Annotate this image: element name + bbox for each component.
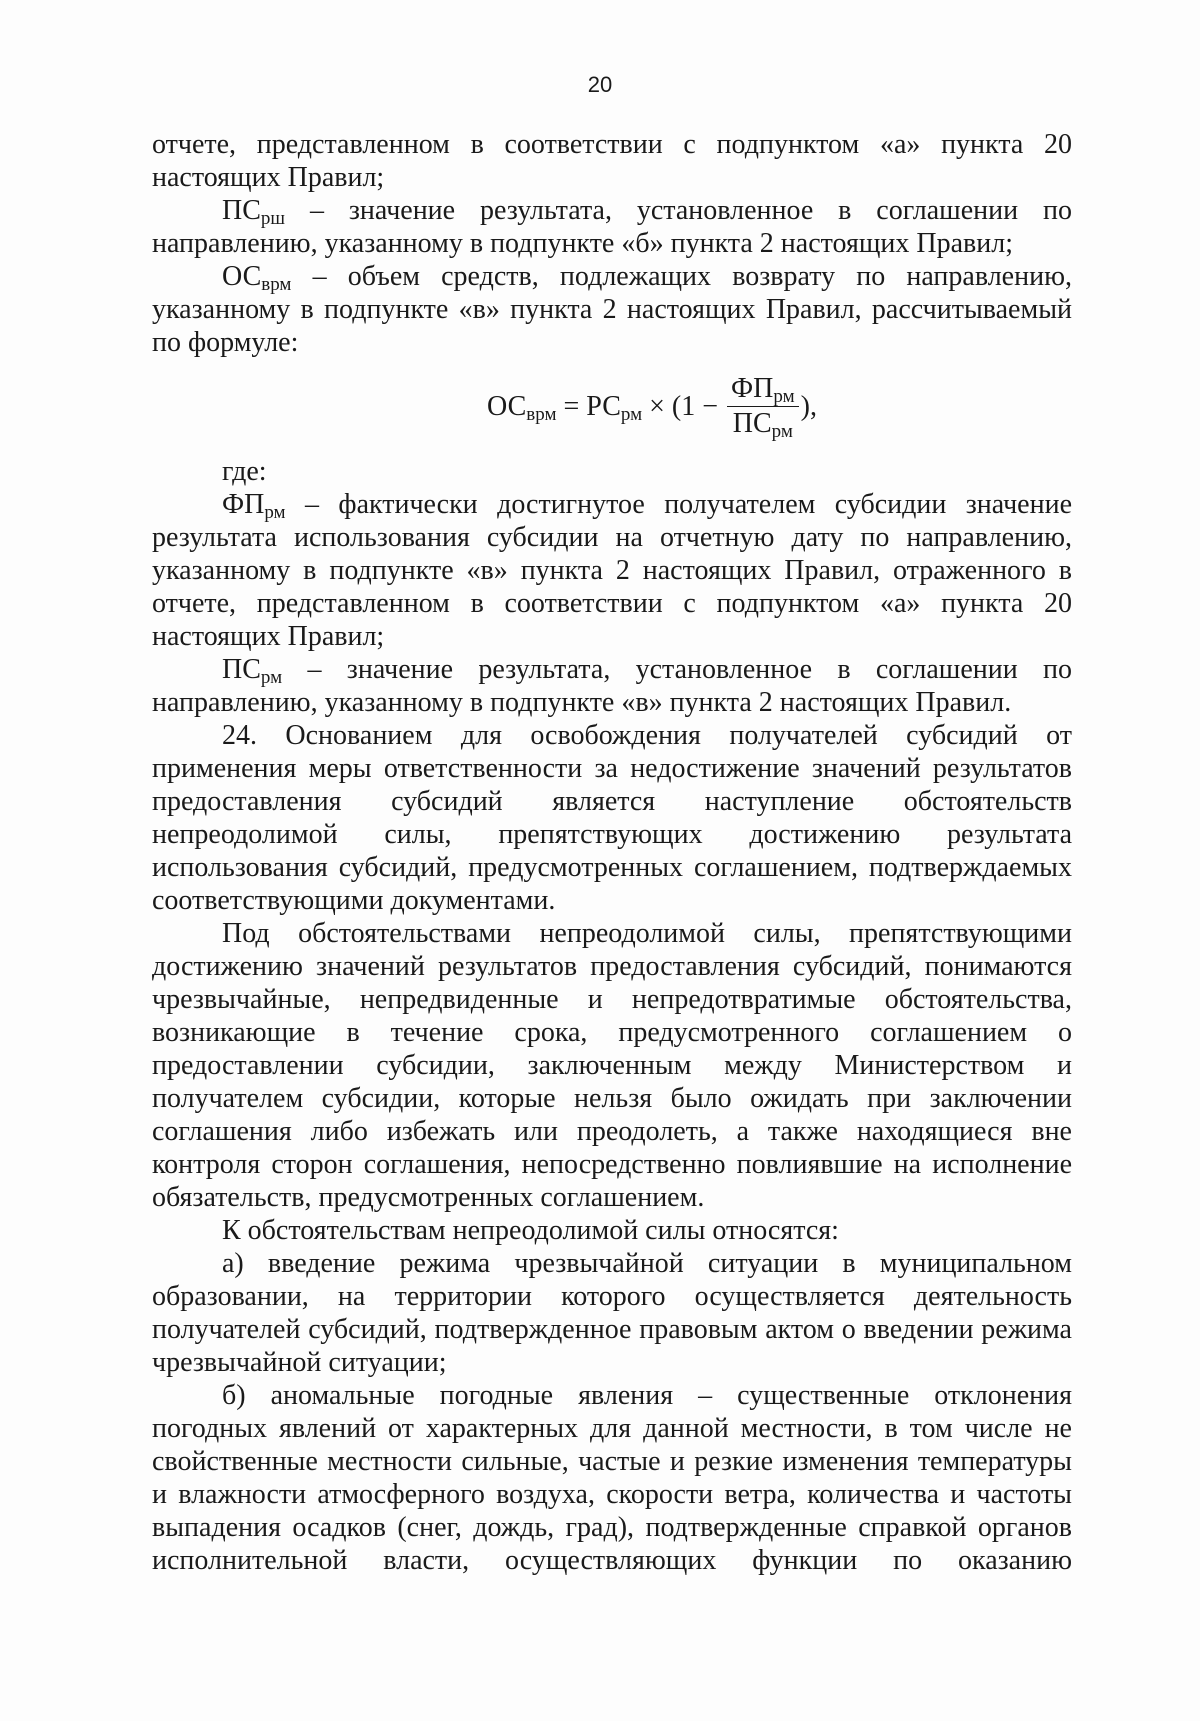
symbol-subscript: рм — [260, 667, 283, 688]
symbol-subscript: рм — [620, 404, 643, 425]
formula — [152, 373, 1072, 449]
symbol-subscript: врм — [261, 274, 292, 295]
symbol-subscript: рм — [264, 502, 286, 523]
symbol — [222, 654, 283, 688]
symbol-base: ПС — [732, 408, 772, 439]
definition-text: – объем средств, подлежащих возврату по направлению, указанному в подпункте «в» пункта 2 настоящих Правил, рассчитываемый по формуле: — [152, 261, 1072, 358]
symbol-subscript: рм — [771, 421, 793, 442]
symbol-base: ОС — [487, 391, 527, 422]
symbol-base: ФП — [222, 489, 265, 520]
formula-fraction — [727, 373, 799, 440]
formula-equals: = — [556, 391, 587, 422]
symbol-base: ФП — [731, 373, 774, 404]
definition-ps-rm — [152, 653, 1072, 719]
formula-operator: × (1 − — [642, 391, 726, 422]
paragraph-24: 24. Основанием для освобождения получателей субсидий от применения меры ответственности за недостижение значений результатов предоставления субсидий является наступление обстоятельств непреодолимой силы, препятствующих достижению результата использования субсидий, предусмотренных соглашением, подтверждаемых соответствующими документами. — [152, 720, 1072, 916]
where-label: где: — [222, 456, 267, 487]
definition-text: – фактически достигнутое получателем субсидии значение результата использования субсидии на отчетную дату по направлению, указанному в подпункте «в» пункта 2 настоящих Правил, отраженного в отчете, представленном в соответствии с подпунктом «а» пункта 20 настоящих Правил; — [152, 489, 1072, 652]
fraction-numerator — [727, 373, 799, 407]
definition-ps-rsh — [152, 194, 1072, 260]
symbol — [222, 489, 286, 523]
symbol-base: ОС — [222, 261, 262, 292]
definition-text: – значение результата, установленное в соглашении по направлению, указанному в подпункте «б» пункта 2 настоящих Правил; — [152, 195, 1072, 259]
document-body — [152, 128, 1072, 1577]
paragraph-text: отчете, представленном в соответствии с подпунктом «а» пункта 20 настоящих Правил; — [152, 129, 1072, 193]
symbol-subscript: врм — [526, 404, 557, 425]
symbol-base: РС — [586, 391, 621, 422]
paragraph-force-majeure-list-intro: К обстоятельствам непреодолимой силы относятся: — [222, 1215, 839, 1246]
paragraph-continuation — [152, 128, 1072, 194]
definition-text: – значение результата, установленное в соглашении по направлению, указанному в подпункте «в» пункта 2 настоящих Правил. — [152, 654, 1072, 718]
formula-close: ), — [800, 391, 817, 422]
list-item-a: а) введение режима чрезвычайной ситуации в муниципальном образовании, на территории которого осуществляется деятельность получателей субсидий, подтвержденное правовым актом о введении режима чрезвычайной ситуации; — [152, 1248, 1072, 1378]
symbol-subscript: рш — [260, 208, 286, 229]
definition-os-vrm — [152, 260, 1072, 359]
formula-lhs — [487, 390, 556, 423]
paragraph-force-majeure-definition: Под обстоятельствами непреодолимой силы, препятствующими достижению значений результатов предоставления субсидий, понимаются чрезвычайные, непредвиденные и непредотвратимые обстоятельства, возникающие в течение срока, предусмотренного соглашением о предоставлении субсидии, заключенным между Министерством и получателем субсидии, которые нельзя было ожидать при заключении соглашения либо избежать или преодолеть, а также находящиеся вне контроля сторон соглашения, непосредственно повлиявшие на исполнение обязательств, предусмотренных соглашением. — [152, 918, 1072, 1213]
fraction-denominator — [729, 407, 797, 440]
symbol-base: ПС — [222, 654, 261, 685]
list-item-b: б) аномальные погодные явления – существенные отклонения погодных явлений от характерных для данной местности, в том числе не свойственные местности сильные, частые и резкие изменения температуры и влажности атмосферного воздуха, скорости ветра, количества и частоты выпадения осадков (снег, дождь, град), подтвержденные справкой органов исполнительной власти, осуществляющих функции по оказанию — [152, 1380, 1072, 1576]
symbol-subscript: рм — [773, 386, 795, 407]
symbol-base: ПС — [222, 195, 261, 226]
formula-rc — [586, 390, 642, 423]
formula-expression — [487, 373, 817, 440]
page-number: 20 — [587, 72, 613, 97]
symbol — [222, 261, 292, 295]
definition-fp-rm — [152, 488, 1072, 653]
symbol — [222, 195, 286, 229]
